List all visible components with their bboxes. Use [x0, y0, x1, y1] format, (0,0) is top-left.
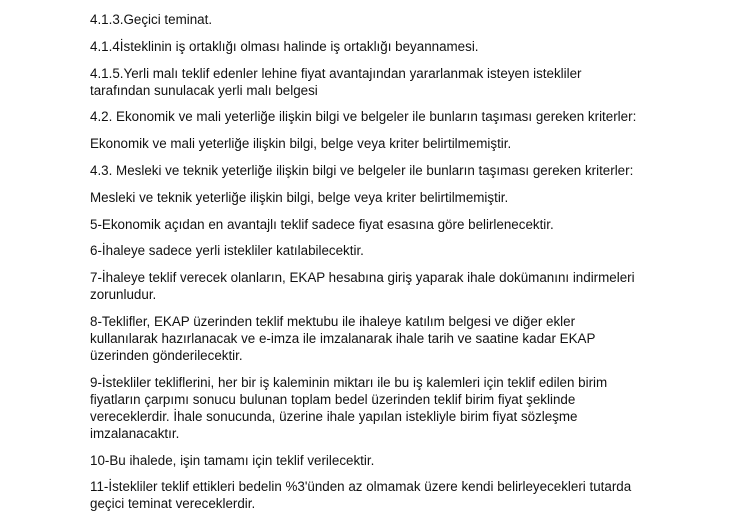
- clause-6: 6-İhaleye sadece yerli istekliler katılabilecektir.: [90, 243, 364, 259]
- clause-4-1-3: 4.1.3.Geçici teminat.: [90, 12, 213, 27]
- clause-8: 8-Teklifler, EKAP üzerinden teklif mektubu ile ihaleye katılım belgesi ve diğer ekler kullanılarak hazırlanacak ve e-imza ile imzalanarak ihale tarih ve saatine kadar EKAP üzerinden gönderilecektir.: [90, 313, 596, 363]
- clause-11: 11-İstekliler teklif ettikleri bedelin %3'ünden az olmamak üzere kendi belirleyecekleri tutarda geçici teminat vereceklerdir.: [90, 479, 632, 512]
- clause-4-2-body: Ekonomik ve mali yeterliğe ilişkin bilgi, belge veya kriter belirtilmemiştir.: [90, 136, 512, 152]
- clause-9: 9-İstekliler tekliflerini, her bir iş kaleminin miktarı ile bu iş kalemleri için teklif edilen birim fiyatların çarpımı sonucu bulunan toplam bedel üzerinden teklif birim fiyat şeklinde vereceklerdir. İhale sonucunda, üzerine ihale yapılan istekliyle birim fiyat sözleşme imzalanacaktır.: [90, 374, 608, 441]
- clause-10: 10-Bu ihalede, işin tamamı için teklif verilecektir.: [90, 452, 375, 468]
- clause-4-1-4: 4.1.4İsteklinin iş ortaklığı olması halinde iş ortaklığı beyannamesi.: [90, 38, 479, 54]
- clause-4-1-5: 4.1.5.Yerli malı teklif edenler lehine fiyat avantajından yararlanmak isteyen istekliler tarafından sunulacak yerli malı belgesi: [90, 65, 582, 98]
- clause-5: 5-Ekonomik açıdan en avantajlı teklif sadece fiyat esasına göre belirlenecektir.: [90, 216, 554, 232]
- clause-7: 7-İhaleye teklif verecek olanların, EKAP hesabına giriş yaparak ihale dokümanını indirmeleri zorunludur.: [90, 270, 635, 303]
- clause-4-3-body: Mesleki ve teknik yeterliğe ilişkin bilgi, belge veya kriter belirtilmemiştir.: [90, 189, 509, 205]
- clause-4-3-heading: 4.3. Mesleki ve teknik yeterliğe ilişkin bilgi ve belgeler ile bunların taşıması gereken kriterler:: [90, 162, 634, 178]
- clause-4-2-heading: 4.2. Ekonomik ve mali yeterliğe ilişkin bilgi ve belgeler ile bunların taşıması gereken kriterler:: [90, 109, 637, 125]
